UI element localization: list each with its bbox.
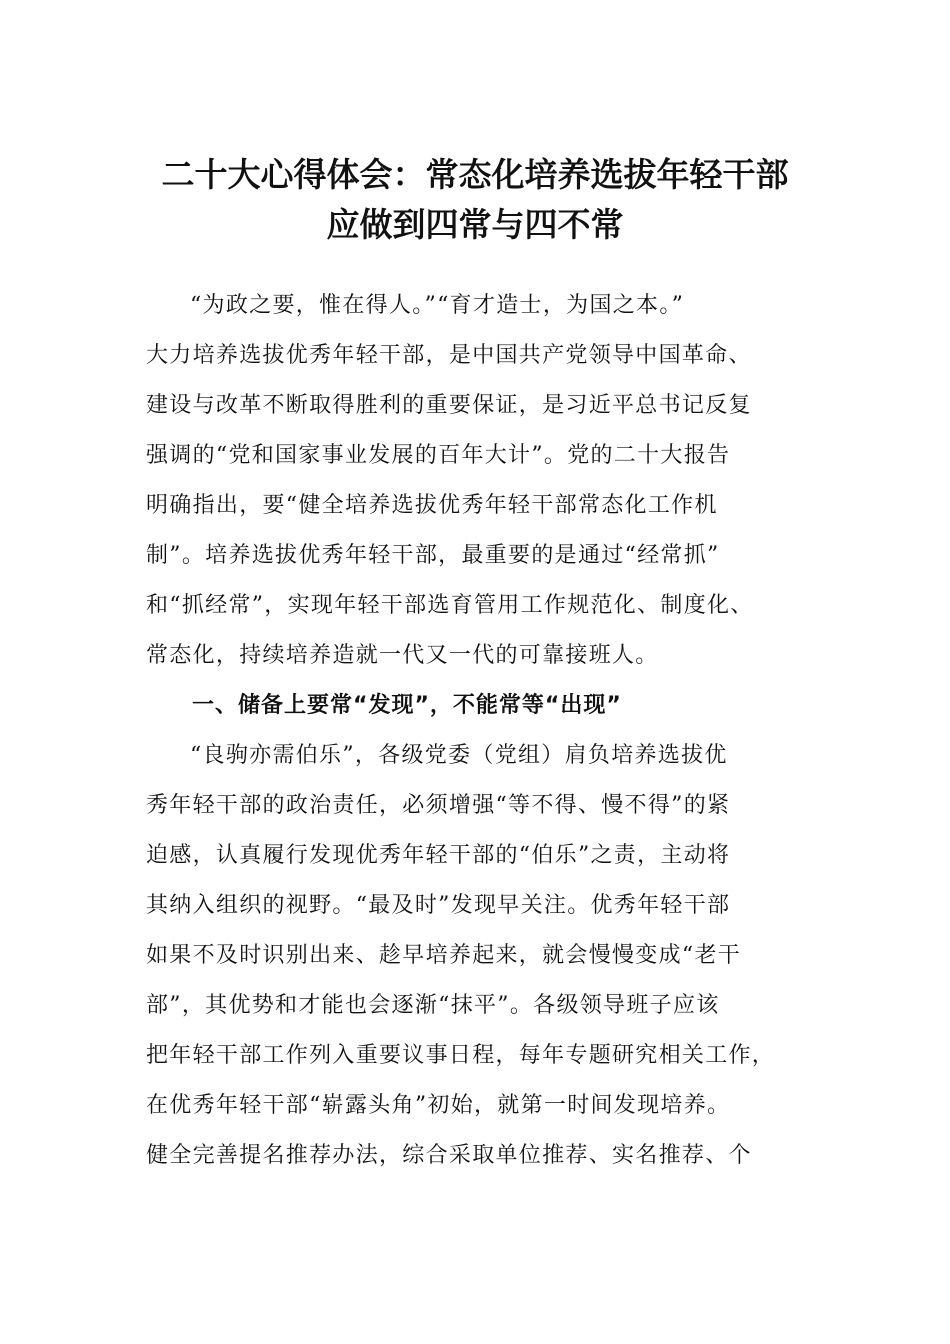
paragraph-line: 明确指出，要“健全培养选拔优秀年轻干部常态化工作机 xyxy=(146,493,718,518)
paragraph-line: 迫感，认真履行发现优秀年轻干部的“伯乐”之责，主动将 xyxy=(146,843,731,868)
document-body xyxy=(146,281,806,1181)
paragraph-line: 大力培养选拔优秀年轻干部，是中国共产党领导中国革命、 xyxy=(146,343,752,368)
paragraph-line: 强调的“党和国家事业发展的百年大计”。党的二十大报告 xyxy=(146,443,731,468)
paragraph-line: 和“抓经常”，实现年轻干部选育管用工作规范化、制度化、 xyxy=(146,593,754,618)
paragraph-line: 健全完善提名推荐办法，综合采取单位推荐、实名推荐、个 xyxy=(146,1143,752,1168)
title-line-2: 应做到四常与四不常 xyxy=(326,205,624,244)
title-line-1: 二十大心得体会：常态化培养选拔年轻干部 xyxy=(161,155,789,194)
paragraph-line: 如果不及时识别出来、趁早培养起来，就会慢慢变成“老干 xyxy=(146,943,742,968)
paragraph-line: 常态化，持续培养造就一代又一代的可靠接班人。 xyxy=(146,643,659,668)
paragraph-line: 部”，其优势和才能也会逐渐“抹平”。各级领导班子应该 xyxy=(146,993,720,1018)
paragraph-line: “为政之要，惟在得人。”“育才造士，为国之本。” xyxy=(190,293,685,318)
section-heading: 一、储备上要常“发现”，不能常等“出现” xyxy=(192,693,622,718)
paragraph-line: 建设与改革不断取得胜利的重要保证，是习近平总书记反复 xyxy=(146,393,752,418)
paragraph-line: “良驹亦需伯乐”，各级党委（党组）肩负培养选拔优 xyxy=(190,743,728,768)
document-title xyxy=(0,150,950,250)
paragraph-line: 制”。培养选拔优秀年轻干部，最重要的是通过“经常抓” xyxy=(146,543,720,568)
paragraph-line: 在优秀年轻干部“崭露头角”初始，就第一时间发现培养。 xyxy=(146,1093,731,1118)
paragraph-line: 其纳入组织的视野。“最及时”发现早关注。优秀年轻干部 xyxy=(146,893,731,918)
paragraph-line: 把年轻干部工作列入重要议事日程，每年专题研究相关工作， xyxy=(146,1043,776,1068)
paragraph-line: 秀年轻干部的政治责任，必须增强“等不得、慢不得”的紧 xyxy=(146,793,731,818)
